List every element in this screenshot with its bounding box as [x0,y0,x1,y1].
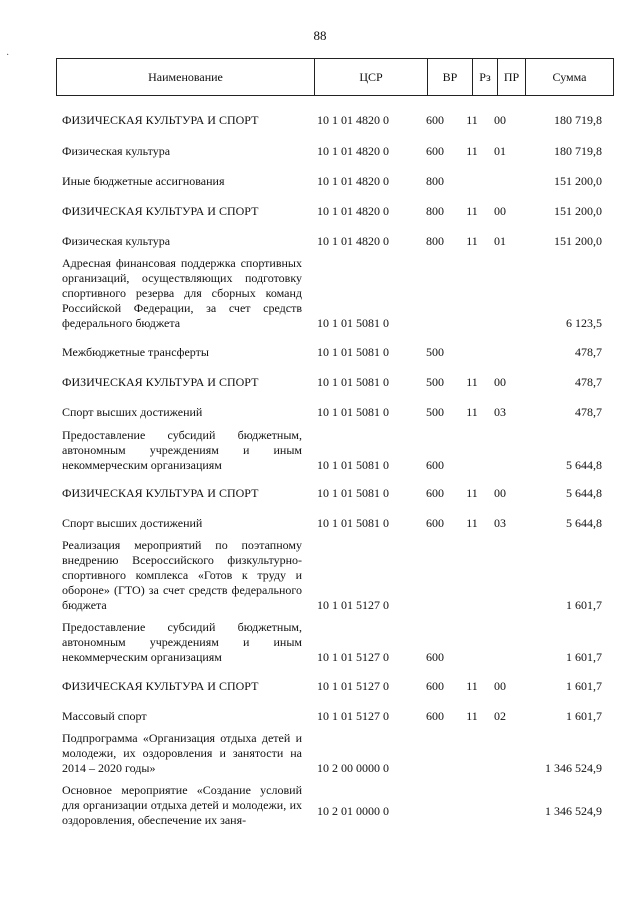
row-name: Межбюджетные трансферты [62,345,209,359]
row-pr: 02 [494,709,506,723]
row-sum: 151 200,0 [554,174,602,188]
row-rz: 11 [466,679,478,693]
row-sum: 1 346 524,9 [545,761,602,775]
row-name: Предоставление субсидий бюджетным, автономным учреждениям и иным некоммерческим организациям [62,428,302,472]
row-sum: 1 601,7 [566,598,602,612]
row-csr: 10 2 01 0000 0 [317,804,389,818]
row-vr: 800 [426,174,444,188]
row-pr: 01 [494,144,506,158]
row-rz: 11 [466,144,478,158]
row-rz: 11 [466,709,478,723]
row-csr: 10 1 01 4820 0 [317,234,389,248]
row-vr: 500 [426,375,444,389]
row-name: Физическая культура [62,144,171,158]
row-sum: 5 644,8 [566,516,602,530]
row-name: ФИЗИЧЕСКАЯ КУЛЬТУРА И СПОРТ [62,113,259,127]
row-pr: 00 [494,113,506,127]
header-csr: ЦСР [314,59,427,95]
row-name: Массовый спорт [62,709,147,723]
row-csr: 10 1 01 5081 0 [317,316,389,330]
header-name: Наименование [148,70,223,84]
row-csr: 10 1 01 5081 0 [317,405,389,419]
header-rz: Рз [472,59,497,95]
row-vr: 600 [426,113,444,127]
row-csr: 10 1 01 5127 0 [317,598,389,612]
row-csr: 10 1 01 5127 0 [317,650,389,664]
row-name: ФИЗИЧЕСКАЯ КУЛЬТУРА И СПОРТ [62,375,259,389]
row-csr: 10 1 01 5081 0 [317,375,389,389]
header-sum: Сумма [525,59,613,95]
header-vr: ВР [427,59,472,95]
row-vr: 600 [426,650,444,664]
row-csr: 10 1 01 4820 0 [317,113,389,127]
row-csr: 10 1 01 5127 0 [317,679,389,693]
row-rz: 11 [466,204,478,218]
row-name: Физическая культура [62,234,171,248]
row-pr: 00 [494,486,506,500]
scan-mark: · [6,50,10,61]
row-vr: 600 [426,516,444,530]
row-rz: 11 [466,486,478,500]
row-sum: 5 644,8 [566,458,602,472]
row-sum: 478,7 [575,345,602,359]
row-name: Реализация мероприятий по поэтапному внедрению Всероссийского физкультурно-спортивного комплекса «Готов к труду и обороне» (ГТО) за счет средств федерального бюджета [62,538,302,612]
row-name: Подпрограмма «Организация отдыха детей и молодежи, их оздоровления и занятости на 2014 – 2020 годы» [62,731,302,775]
row-name: Спорт высших достижений [62,516,203,530]
row-sum: 151 200,0 [554,234,602,248]
row-csr: 10 1 01 5081 0 [317,486,389,500]
row-vr: 500 [426,345,444,359]
row-csr: 10 1 01 5127 0 [317,709,389,723]
row-vr: 800 [426,234,444,248]
row-pr: 03 [494,516,506,530]
row-csr: 10 2 00 0000 0 [317,761,389,775]
row-sum: 1 601,7 [566,709,602,723]
header-pr: ПР [497,59,525,95]
row-sum: 478,7 [575,375,602,389]
row-vr: 600 [426,679,444,693]
row-csr: 10 1 01 5081 0 [317,345,389,359]
row-rz: 11 [466,405,478,419]
row-name: Иные бюджетные ассигнования [62,174,225,188]
row-sum: 1 346 524,9 [545,804,602,818]
row-csr: 10 1 01 5081 0 [317,516,389,530]
row-pr: 00 [494,679,506,693]
page-number: 88 [313,28,327,43]
row-sum: 6 123,5 [566,316,602,330]
row-vr: 600 [426,486,444,500]
row-sum: 478,7 [575,405,602,419]
row-name: Адресная финансовая поддержка спортивных организаций, осуществляющих подготовку спортивного резерва для сборных команд Российской Федерации, за счет средств федерального бюджета [62,256,302,330]
row-sum: 1 601,7 [566,650,602,664]
row-name: ФИЗИЧЕСКАЯ КУЛЬТУРА И СПОРТ [62,486,259,500]
row-vr: 600 [426,458,444,472]
row-name: Спорт высших достижений [62,405,203,419]
row-rz: 11 [466,234,478,248]
row-csr: 10 1 01 4820 0 [317,144,389,158]
row-rz: 11 [466,113,478,127]
row-sum: 5 644,8 [566,486,602,500]
row-csr: 10 1 01 4820 0 [317,204,389,218]
row-vr: 600 [426,144,444,158]
row-pr: 00 [494,204,506,218]
row-pr: 00 [494,375,506,389]
row-vr: 800 [426,204,444,218]
row-vr: 600 [426,709,444,723]
row-rz: 11 [466,375,478,389]
row-name: Предоставление субсидий бюджетным, автономным учреждениям и иным некоммерческим организациям [62,620,302,664]
row-vr: 500 [426,405,444,419]
row-pr: 03 [494,405,506,419]
row-sum: 151 200,0 [554,204,602,218]
row-csr: 10 1 01 4820 0 [317,174,389,188]
row-sum: 1 601,7 [566,679,602,693]
row-sum: 180 719,8 [554,113,602,127]
row-pr: 01 [494,234,506,248]
row-sum: 180 719,8 [554,144,602,158]
row-name: Основное мероприятие «Создание условий для организации отдыха детей и молодежи, их оздоровления, обеспечение их заня- [62,783,302,827]
table-header [56,58,614,96]
row-name: ФИЗИЧЕСКАЯ КУЛЬТУРА И СПОРТ [62,679,259,693]
row-name: ФИЗИЧЕСКАЯ КУЛЬТУРА И СПОРТ [62,204,259,218]
row-rz: 11 [466,516,478,530]
row-csr: 10 1 01 5081 0 [317,458,389,472]
